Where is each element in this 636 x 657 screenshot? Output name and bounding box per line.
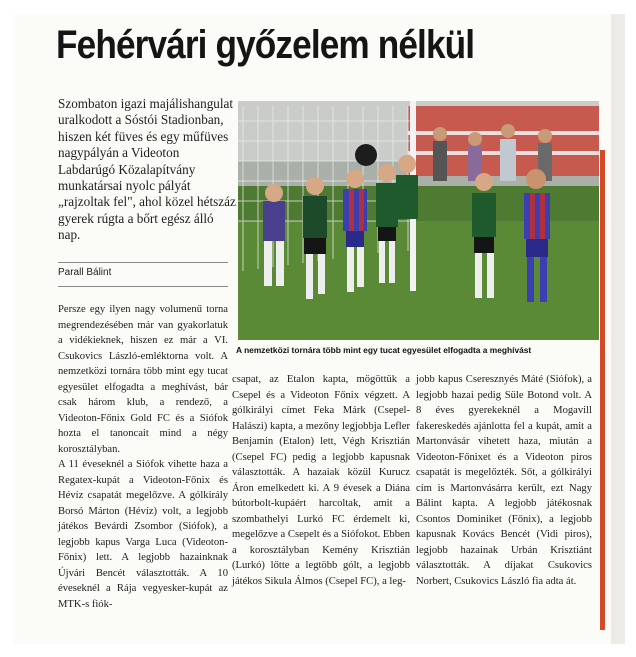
adjacent-page-edge (611, 14, 625, 644)
article-headline: Fehérvári győzelem nélkül (56, 23, 475, 67)
article-photo (238, 101, 599, 340)
article-lead: Szombaton igazi majálishangulat uralkodott a Sóstói Stadionban, hiszen két füves és egy műfüves nagypályán a Videoton Labdarúgó Közalapítvány munkatársai nyolc pályát „rajzoltak fel", ahol közel hétszáz gyerek rúgta a bőrt egész álló nap. (58, 96, 236, 243)
article-byline: Parall Bálint (58, 262, 228, 278)
article-column-2: csapat, az Etalon kapta, mögöttük a Csepel és a Videoton Főnix végzett. A gólkirályi címet Feka Márk (Csepel-Halászi) kapta, a mezőny legjobbja Lefler Benjamin (Etalon) lett, Végh Krisztián (Csepel FC) pedig a legjobb kapusnak választották. A hazaiak közül Kurucz Áron emelkedett ki. A 9 évesek a Diána bútorbolt-kupáért harcoltak, amit a szombathelyi Lurkó FC érdemelt ki, megelőzve a Csepelt és a Siófokot. Ebben a korosztályban Kemény Krisztián (Lurkó) lőtte a legtöbb gólt, a legjobb játékos Sikula Álmos (Csepel FC), a leg- (232, 374, 410, 587)
byline-divider (58, 286, 228, 287)
article-column-1 (58, 302, 228, 612)
photo-caption: A nemzetközi tornára több mint egy tucat egyesület elfogadta a meghívást (236, 345, 532, 355)
adjacent-page-stripe (600, 150, 605, 630)
football-photo-illustration (238, 101, 599, 340)
article-paragraph: A 11 éveseknél a Siófok vihette haza a Regatex-kupát a Videoton-Főnix és Hévíz csapatát megelőzve. A gólkirály Borsó Márton (Hévíz) volt, a legjobb játékos Bevárdi Zsombor (Siófok), a legjobb kapus Varga Luca (Videoton-Főnix) lett. A legjobb hazainknak Újvári Bencét választották. A 10 éveseknél a Rája vegyesker-kupát az MTK-s fiók- (58, 459, 228, 610)
article-paragraph: Persze egy ilyen nagy volumenű torna megrendezésében már van gyakorlatuk a vidékieknek, hiszen ez már a VI. Csukovics László-emléktorna volt. A nemzetközi tornára több mint egy tucat egyesület elfogadta a meghívást, bár csak három klub, a rendező, a Videoton-Főnix Gold FC és a Siófok hozta el tanoncait mind a négy korosztályban. (58, 304, 228, 455)
article-column-3: jobb kapus Cseresznyés Máté (Siófok), a legjobb hazai pedig Süle Botond volt. A 8 éves gyerekeknél a Mogavill fakereskedés ajánlotta fel a kupát, amit a Martonvásár vihetett haza, miután a Videoton-Főnixet és a Videoton piros csapatát is megelőzték. Sőt, a gólkirályi cím is Martonvásárra került, ezt Nagy Bálint kapta. A legjobb játékosnak Csontos Dominiket (Főnix), a legjobb kapusnak Kovács Bencét (Vidi piros), legjobb hazainak Urbán Krisztiánt választották. A díjakat Csukovics Norbert, Csukovics László fia adta át. (416, 374, 592, 587)
